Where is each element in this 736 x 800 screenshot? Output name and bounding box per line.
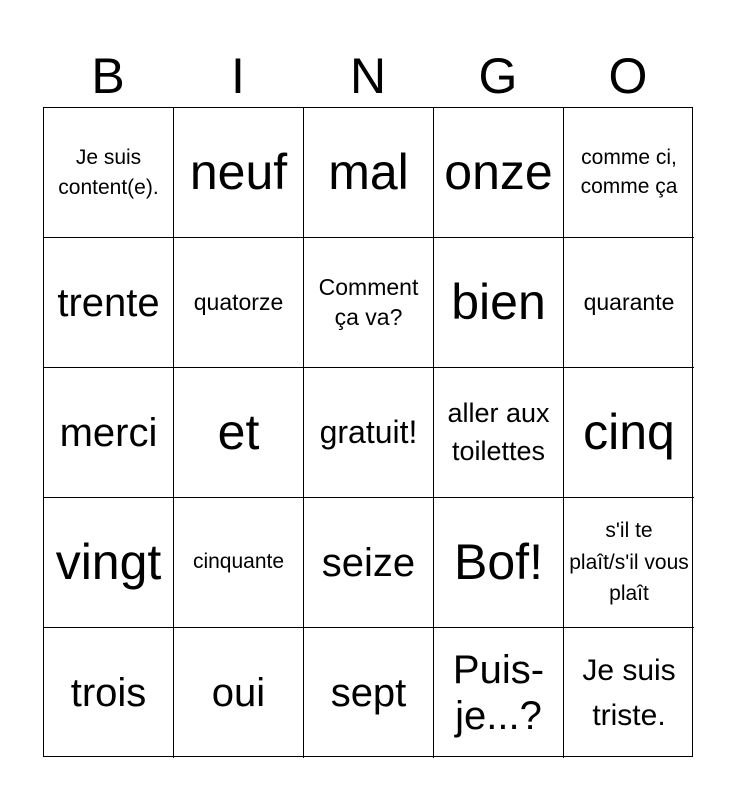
bingo-cell[interactable] (304, 628, 434, 758)
bingo-cell[interactable] (44, 628, 174, 758)
header-letter-i: I (231, 48, 245, 104)
bingo-cell[interactable] (564, 238, 694, 368)
cell-text: Je suis triste. (582, 654, 676, 732)
cell-text: quatorze (193, 289, 284, 316)
bingo-cell[interactable] (564, 108, 694, 238)
cell-text: Comment ça va? (318, 273, 419, 330)
bingo-cell[interactable] (434, 238, 564, 368)
cell-text: neuf (189, 143, 288, 200)
bingo-cell[interactable] (564, 368, 694, 498)
cell-text: trente (57, 280, 160, 325)
cell-text: cinquante (192, 550, 285, 574)
bingo-header (43, 45, 693, 107)
cell-text: aller aux toilettes (447, 397, 550, 466)
bingo-card (43, 107, 693, 757)
cell-text: mal (328, 143, 409, 200)
bingo-cell[interactable] (434, 498, 564, 628)
cell-text: Puis-je...? (452, 648, 545, 738)
bingo-cell[interactable] (304, 498, 434, 628)
cell-text: onze (444, 143, 553, 200)
cell-text: seize (321, 540, 416, 585)
header-letter-b: B (91, 48, 125, 104)
cell-text: cinq (583, 403, 675, 460)
cell-text: comme ci, comme ça (580, 146, 678, 198)
cell-text: Je suis content(e). (58, 146, 159, 199)
bingo-cell[interactable] (304, 108, 434, 238)
bingo-cell[interactable] (304, 368, 434, 498)
bingo-cell[interactable] (174, 108, 304, 238)
cell-text: s'il te plaît/s'il vous plaît (569, 519, 689, 606)
header-letter-n: N (349, 48, 387, 104)
cell-text: bien (451, 273, 546, 330)
cell-text: sept (330, 671, 407, 715)
cell-text: quarante (583, 289, 675, 316)
cell-text: trois (70, 671, 147, 715)
cell-text: vingt (55, 533, 162, 590)
header-letter-o: O (608, 48, 648, 104)
cell-text: merci (59, 410, 158, 455)
bingo-cell[interactable] (44, 108, 174, 238)
bingo-cell[interactable] (434, 628, 564, 758)
bingo-cell[interactable] (174, 368, 304, 498)
header-letter-g: G (478, 48, 518, 104)
bingo-cell[interactable] (44, 368, 174, 498)
bingo-cell[interactable] (564, 628, 694, 758)
cell-text: gratuit! (319, 414, 418, 451)
bingo-cell[interactable] (434, 368, 564, 498)
bingo-cell[interactable] (44, 238, 174, 368)
cell-text: et (217, 403, 260, 460)
bingo-cell[interactable] (44, 498, 174, 628)
bingo-cell[interactable] (174, 628, 304, 758)
bingo-cell[interactable] (564, 498, 694, 628)
bingo-cell[interactable] (434, 108, 564, 238)
cell-text: oui (211, 671, 266, 715)
bingo-cell[interactable] (304, 238, 434, 368)
bingo-cell[interactable] (174, 238, 304, 368)
cell-text: Bof! (454, 533, 543, 590)
bingo-cell[interactable] (174, 498, 304, 628)
